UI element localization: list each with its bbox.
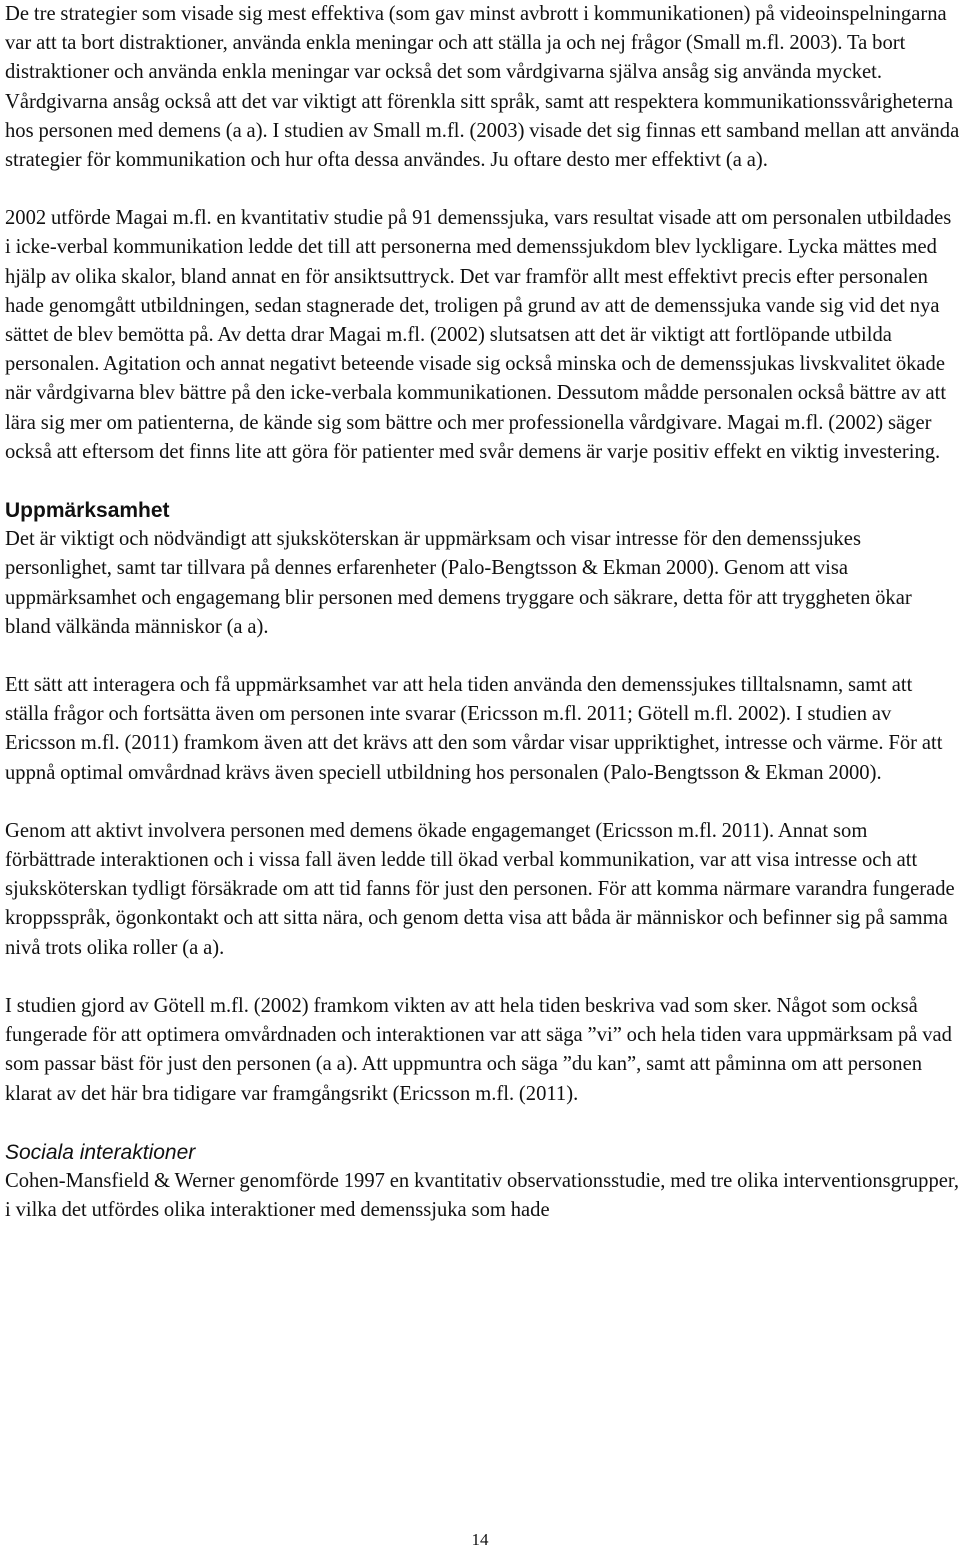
paragraph-communication-strategies: De tre strategier som visade sig mest effektiva (som gav minst avbrott i kommunikationen) på videoinspelningarna var att ta bort distraktioner, använda enkla meningar och att ställa ja och nej frågor (Small m.fl. 2003). Ta bort distraktioner och använda enkla meningar var också det som vårdgivarna själva ansåg sig använda mycket. Vårdgivarna ansåg också att det var viktigt att förenkla sitt språk, samt att respektera kommunikationssvårigheterna hos personen med demens (a a). I studien av Small m.fl. (2003) visade det sig finnas ett samband mellan att använda strategier för kommunikation och hur ofta dessa användes. Ju oftare desto mer effektivt (a a). xyxy=(5,3,960,172)
paragraph-spacer xyxy=(5,175,960,204)
paragraph-spacer xyxy=(5,642,960,671)
paragraph-interaction-methods: Ett sätt att interagera och få uppmärksamhet var att hela tiden använda den demenssjukes tilltalsnamn, samt att ställa frågor och fortsätta även om personen inte svarar (Ericsson m.fl. 2011; Götell m.fl. 2002). I studien av Ericsson m.fl. (2011) framkom även att det krävs att den som vårdar visar uppriktighet, intresse och värme. För att uppnå optimal omvårdnad krävs även speciell utbildning hos personalen (Palo-Bengtsson & Ekman 2000). xyxy=(5,674,943,784)
page-number: 14 xyxy=(471,1530,489,1549)
paragraph-spacer xyxy=(5,788,960,817)
document-page xyxy=(5,0,960,1225)
section-heading-uppmarksamhet: Uppmärksamhet xyxy=(5,499,170,523)
paragraph-magai-study: 2002 utförde Magai m.fl. en kvantitativ studie på 91 demenssjuka, vars resultat visade att om personalen utbildades i icke-verbal kommunikation ledde det till att personerna med demenssjukdom blev lyckligare. Lycka mättes med hjälp av olika skalor, bland annat en för ansiktsuttryck. Det var framför allt mest effektivt precis efter personalen hade genomgått utbildningen, sedan stagnerade det, troligen på grund av att de demenssjuka vande sig vid det nya sättet de blev bemötta på. Av detta drar Magai m.fl. (2002) slutsatsen att det är viktigt att fortlöpande utbilda personalen. Agitation och annat negativt beteende visade sig också minska och de demenssjukas livskvalitet ökade när vårdgivarna blev bättre på den icke-verbala kommunikationen. Dessutom mådde personalen också bättre av att lära sig mer om patienterna, de kände sig som bättre och mer professionella vårdgivare. Magai m.fl. (2002) säger också att eftersom det finns lite att göra för patienter med svår demens är varje positiv effekt en viktig investering. xyxy=(5,207,952,463)
section-heading-sociala-interaktioner: Sociala interaktioner xyxy=(5,1140,196,1164)
paragraph-cohen-mansfield-study: Cohen-Mansfield & Werner genomförde 1997 en kvantitativ observationsstudie, med tre olika interventionsgrupper, i vilka det utfördes olika interaktioner med demenssjuka som hade xyxy=(5,1169,960,1222)
paragraph-spacer xyxy=(5,467,960,496)
paragraph-spacer xyxy=(5,1109,960,1138)
paragraph-spacer xyxy=(5,963,960,992)
paragraph-attention-importance: Det är viktigt och nödvändigt att sjuksköterskan är uppmärksam och visar intresse för den demenssjukes personlighet, samt tar tillvara på dennes erfarenheter (Palo-Bengtsson & Ekman 2000). Genom att visa uppmärksamhet och engagemang blir personen med demens tryggare och säkrare, detta för att tryggheten ökar bland välkända människor (a a). xyxy=(5,528,912,638)
paragraph-gotell-study: I studien gjord av Götell m.fl. (2002) framkom vikten av att hela tiden beskriva vad som sker. Något som också fungerade för att optimera omvårdnaden och interaktionen var att säga ”vi” och hela tiden vara uppmärksam på vad som passar bäst för just den personen (a a). Att uppmuntra och säga ”du kan”, samt att påminna om att personen klarat av det här bra tidigare var framgångsrikt (Ericsson m.fl. (2011). xyxy=(5,994,952,1105)
paragraph-active-involvement: Genom att aktivt involvera personen med demens ökade engagemanget (Ericsson m.fl. 2011). Annat som förbättrade interaktionen och i vissa fall även ledde till ökad verbal kommunikation, var att visa intresse och att sjuksköterskan tydligt försäkrade om att tid fanns för just den personen. För att komma närmare varandra fungerade kroppsspråk, ögonkontakt och att sitta nära, och genom detta visa att båda är människor och befinner sig på samma nivå trots olika roller (a a). xyxy=(5,819,955,959)
